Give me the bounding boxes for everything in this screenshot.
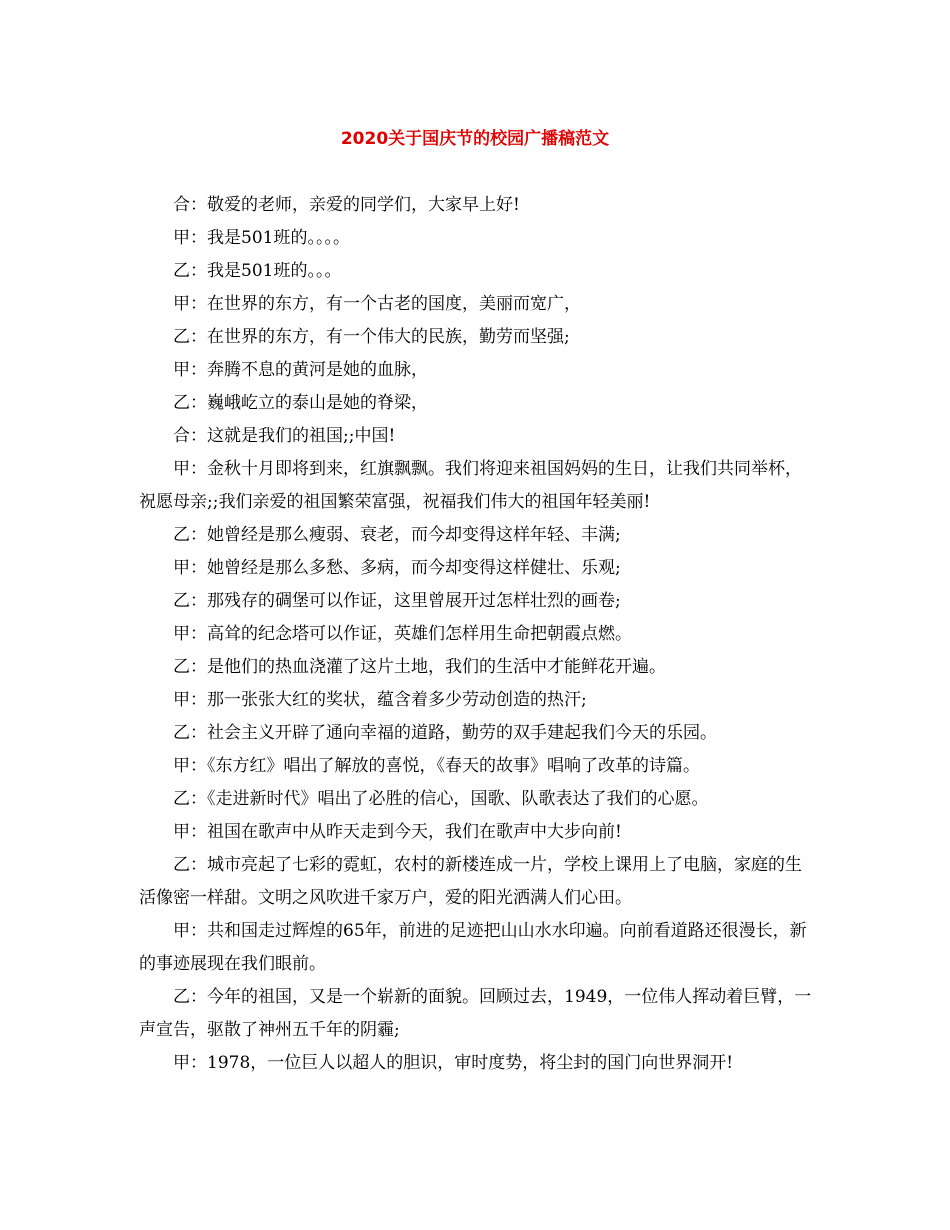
paragraph: 乙：巍峨屹立的泰山是她的脊梁， xyxy=(173,393,428,413)
paragraph: 甲：共和国走过辉煌的65年，前进的足迹把山山水水印遍。向前看道路还很漫长，新的事迹展现在我们眼前。 xyxy=(139,921,807,974)
paragraph: 甲：我是501班的。。。。 xyxy=(173,228,350,248)
paragraph: 乙：城市亮起了七彩的霓虹，农村的新楼连成一片，学校上课用上了电脑，家庭的生活像密一样甜。文明之风吹进千家万户，爱的阳光洒满人们心田。 xyxy=(139,855,802,908)
paragraph: 乙：我是501班的。。。 xyxy=(173,261,342,281)
paragraph: 乙：那残存的碉堡可以作证，这里曾展开过怎样壮烈的画卷; xyxy=(173,591,621,611)
paragraph: 乙：她曾经是那么瘦弱、衰老，而今却变得这样年轻、丰满; xyxy=(173,525,621,545)
paragraph: 甲：她曾经是那么多愁、多病，而今却变得这样健壮、乐观; xyxy=(173,558,621,578)
paragraph: 合：敬爱的老师，亲爱的同学们，大家早上好! xyxy=(173,195,520,215)
paragraph: 甲：1978，一位巨人以超人的胆识，审时度势，将尘封的国门向世界洞开! xyxy=(173,1053,734,1073)
paragraph: 甲：《东方红》唱出了解放的喜悦，《春天的故事》唱响了改革的诗篇。 xyxy=(173,756,700,776)
document-body xyxy=(139,189,815,1080)
paragraph: 乙：社会主义开辟了通向幸福的道路，勤劳的双手建起我们今天的乐园。 xyxy=(173,723,717,743)
document-title: 2020关于国庆节的校园广播稿范文 xyxy=(340,129,610,149)
paragraph: 乙：是他们的热血浇灌了这片土地，我们的生活中才能鲜花开遍。 xyxy=(173,657,666,677)
paragraph: 甲：金秋十月即将到来，红旗飘飘。我们将迎来祖国妈妈的生日，让我们共同举杯，祝愿母亲;;我们亲爱的祖国繁荣富强，祝福我们伟大的祖国年轻美丽! xyxy=(139,459,802,512)
paragraph: 合：这就是我们的祖国;;中国! xyxy=(173,426,396,446)
paragraph: 甲：在世界的东方，有一个古老的国度，美丽而宽广， xyxy=(173,294,581,314)
paragraph: 甲：奔腾不息的黄河是她的血脉， xyxy=(173,360,428,380)
paragraph: 乙：今年的祖国，又是一个崭新的面貌。回顾过去，1949，一位伟人挥动着巨臂，一声宣告，驱散了神州五千年的阴霾; xyxy=(139,987,812,1040)
paragraph: 甲：那一张张大红的奖状，蕴含着多少劳动创造的热汗; xyxy=(173,690,587,710)
paragraph: 甲：高耸的纪念塔可以作证，英雄们怎样用生命把朝霞点燃。 xyxy=(173,624,632,644)
paragraph: 乙：《走进新时代》唱出了必胜的信心，国歌、队歌表达了我们的心愿。 xyxy=(173,789,709,809)
paragraph: 乙：在世界的东方，有一个伟大的民族，勤劳而坚强; xyxy=(173,327,570,347)
paragraph: 甲：祖国在歌声中从昨天走到今天，我们在歌声中大步向前! xyxy=(173,822,622,842)
